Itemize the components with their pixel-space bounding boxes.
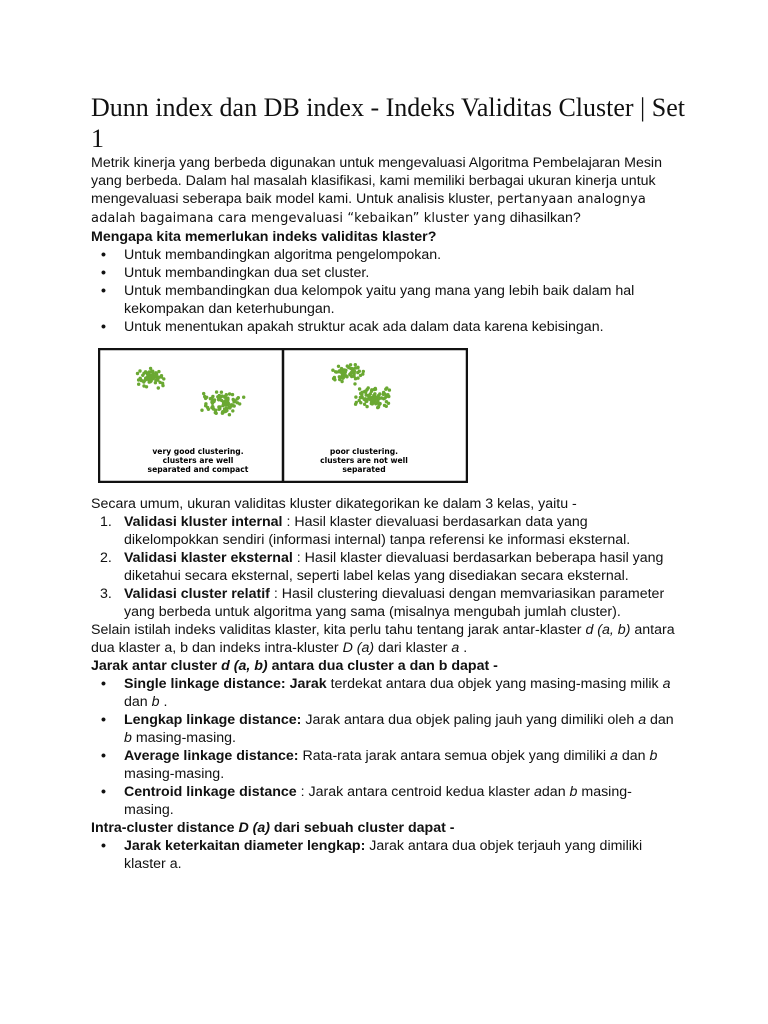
text-run: .: [459, 640, 468, 656]
scatter-dot: [207, 408, 210, 411]
scatter-dot: [200, 409, 203, 412]
scatter-dot: [375, 396, 378, 399]
scatter-dot: [203, 395, 206, 398]
scatter-dot: [344, 374, 347, 377]
list-item: [91, 711, 681, 747]
scatter-dot: [356, 376, 359, 379]
scatter-dot: [154, 375, 157, 378]
item-term: Average linkage distance:: [124, 748, 299, 764]
text-run: : Jarak antara centroid kedua klaster: [296, 784, 535, 800]
list-item: [91, 675, 681, 711]
intra-heading: [91, 819, 681, 837]
text-run: dari sebuah cluster dapat -: [269, 820, 455, 836]
text-run: terdekat antara dua objek yang masing-masing milik: [326, 676, 663, 692]
text-run: Jarak antar cluster: [91, 658, 222, 674]
italic-run: b: [124, 730, 132, 746]
scatter-dot: [372, 397, 375, 400]
intra-list: [91, 837, 681, 873]
intro-text-spaced: pertanyaan analognya adalah bagaimana cara mengevaluasi “kebaikan” kluster yang: [91, 192, 646, 226]
scatter-dot: [202, 392, 205, 395]
scatter-dot: [370, 390, 373, 393]
scatter-dot: [376, 399, 379, 402]
scatter-dot: [382, 397, 385, 400]
scatter-dot: [378, 392, 381, 395]
class-desc: : Hasil clustering dievaluasi dengan memvariasikan parameter yang berbeda untuk algoritma yang sama (misalnya mengubah jumlah cluster).: [124, 586, 665, 620]
scatter-dot: [360, 392, 363, 395]
scatter-dot: [217, 405, 220, 408]
italic-run: a: [451, 640, 460, 656]
italic-run: a: [610, 748, 618, 764]
scatter-dot: [340, 367, 343, 370]
scatter-dot: [209, 397, 212, 400]
why-heading: Mengapa kita memerlukan indeks validitas klaster?: [91, 229, 437, 245]
scatter-dot: [374, 402, 377, 405]
clustering-illustration: [98, 348, 468, 483]
scatter-dot: [136, 372, 139, 375]
scatter-dot: [358, 370, 361, 373]
text-run: Intra-cluster distance: [91, 820, 239, 836]
intro-text-end: dihasilkan?: [509, 210, 581, 226]
scatter-dot: [351, 367, 354, 370]
scatter-dot: [154, 381, 157, 384]
item-term: Centroid linkage distance: [124, 784, 297, 800]
scatter-dot: [157, 386, 160, 389]
text-run: dan: [124, 694, 152, 710]
italic-run: d (a, b): [585, 622, 631, 638]
scatter-dot: [157, 370, 160, 373]
scatter-dot: [148, 377, 151, 380]
italic-run: b: [151, 694, 160, 710]
italic-run: a: [534, 784, 542, 800]
italic-run: a: [662, 676, 671, 692]
list-item: [91, 783, 681, 819]
scatter-dot: [374, 387, 377, 390]
scatter-dot: [382, 391, 385, 394]
scatter-dot: [354, 395, 357, 398]
scatter-dot: [354, 366, 357, 369]
scatter-dot: [139, 377, 142, 380]
list-item: [91, 585, 681, 621]
class-term: Validasi cluster relatif: [124, 586, 270, 602]
list-item: [91, 747, 681, 783]
scatter-dot: [220, 391, 223, 394]
inter-heading: [91, 657, 681, 675]
list-item: • Untuk membandingkan algoritma pengelompokan.: [91, 246, 681, 264]
distance-intro: [91, 621, 681, 657]
text-run: antara dua cluster a dan b dapat -: [267, 658, 498, 674]
scatter-dot: [358, 387, 361, 390]
scatter-dot: [335, 370, 338, 373]
scatter-dot: [223, 403, 226, 406]
scatter-dot: [141, 374, 144, 377]
item-term: Single linkage distance: Jarak: [124, 676, 327, 692]
scatter-dot: [388, 388, 391, 391]
italic-run: D (a): [238, 820, 270, 836]
scatter-dot: [217, 398, 220, 401]
scatter-dot: [211, 405, 214, 408]
scatter-dot: [228, 413, 231, 416]
scatter-dot: [223, 407, 226, 410]
text-run: dan: [617, 748, 650, 764]
left-caption-line: separated and compact: [147, 465, 249, 474]
text-run: dari klaster: [374, 640, 452, 656]
scatter-dot: [160, 374, 163, 377]
text-run: Jarak antara dua objek terjauh yang dimiliki klaster a.: [124, 838, 643, 872]
scatter-dot: [363, 403, 366, 406]
class-term: Validasi kluster internal: [124, 514, 283, 530]
scatter-dot: [359, 401, 362, 404]
right-caption-line: separated: [342, 465, 386, 474]
italic-run: b: [569, 784, 578, 800]
class-desc: : Hasil klaster dievaluasi berdasarkan data yang dikelompokkan sendiri (informasi internal) tanpa referensi ke informasi eksternal.: [124, 514, 631, 548]
class-desc: : Hasil klaster dievaluasi berdasarkan beberapa hasil yang diketahui secara eksternal, seperti label kelas yang disediakan secara eksternal.: [124, 550, 664, 584]
left-caption-line: clusters are well: [162, 456, 234, 465]
scatter-dot: [231, 409, 234, 412]
scatter-dot: [237, 396, 240, 399]
text-run: Selain istilah indeks validitas klaster, kita perlu tahu tentang jarak antar-klaster: [91, 622, 586, 638]
item-term: Lengkap linkage distance:: [124, 712, 302, 728]
scatter-dot: [204, 404, 207, 407]
scatter-dot: [332, 377, 335, 380]
scatter-dot: [211, 399, 214, 402]
text-run: masing-masing.: [124, 766, 225, 782]
classes-intro: Secara umum, ukuran validitas kluster dikategorikan ke dalam 3 kelas, yaitu -: [91, 496, 577, 512]
scatter-dot: [137, 383, 140, 386]
text-run: .: [159, 694, 168, 710]
scatter-dot: [144, 370, 147, 373]
text-run: Rata-rata jarak antara semua objek yang dimiliki: [298, 748, 611, 764]
list-item: [91, 549, 681, 585]
scatter-dot: [228, 392, 231, 395]
scatter-dot: [231, 393, 234, 396]
list-number: 3.: [100, 586, 112, 602]
scatter-dot: [385, 400, 388, 403]
text-run: masing-masing.: [131, 730, 236, 746]
scatter-dot: [215, 412, 218, 415]
scatter-dot: [365, 405, 368, 408]
scatter-dot: [221, 412, 224, 415]
scatter-dot: [383, 404, 386, 407]
scatter-dot: [355, 401, 358, 404]
text-run: dan: [646, 712, 674, 728]
why-list: [91, 246, 681, 336]
scatter-dot: [373, 393, 376, 396]
page-title: Dunn index dan DB index - Indeks Validitas Cluster | Set 1: [91, 93, 685, 153]
scatter-dot: [339, 371, 342, 374]
scatter-dot: [349, 373, 352, 376]
scatter-dot: [370, 402, 373, 405]
scatter-dot: [343, 370, 346, 373]
class-term: Validasi klaster eksternal: [124, 550, 293, 566]
italic-run: D (a): [342, 640, 375, 656]
scatter-dot: [365, 400, 368, 403]
scatter-dot: [367, 397, 370, 400]
document-body: [91, 154, 681, 873]
list-number: 1.: [100, 514, 112, 530]
scatter-dot: [364, 391, 367, 394]
intro-text: Metrik kinerja yang berbeda digunakan untuk mengevaluasi Algoritma Pembelajaran Mesin yang berbeda. Dalam hal masalah klasifikasi, kami memiliki berbagai ukuran kinerja untuk mengevaluasi seberapa baik model kami. Untuk analisis kluster,: [91, 155, 662, 207]
clustering-figure: [98, 348, 468, 483]
scatter-dot: [223, 396, 226, 399]
scatter-dot: [353, 382, 356, 385]
scatter-dot: [353, 372, 356, 375]
scatter-dot: [338, 378, 341, 381]
scatter-dot: [354, 363, 357, 366]
right-caption-line: poor clustering.: [329, 447, 399, 456]
scatter-dot: [138, 369, 141, 372]
scatter-dot: [361, 396, 364, 399]
right-caption-line: clusters are not well: [320, 456, 408, 465]
italic-run: d (a, b): [221, 658, 268, 674]
text-run: Jarak antara dua objek paling jauh yang dimiliki oleh: [301, 712, 639, 728]
scatter-dot: [148, 370, 151, 373]
italic-run: a: [638, 712, 647, 728]
list-item: • Untuk membandingkan dua set cluster.: [91, 264, 681, 282]
italic-run: b: [649, 748, 658, 764]
text-run: dan: [541, 784, 570, 800]
scatter-dot: [242, 396, 245, 399]
scatter-dot: [359, 374, 362, 377]
list-item: [91, 513, 681, 549]
scatter-dot: [225, 399, 228, 402]
intro-paragraph: [91, 154, 681, 228]
scatter-dot: [156, 379, 159, 382]
scatter-dot: [337, 365, 340, 368]
text-run: antara dua klaster a, b dan indeks intra-kluster: [91, 622, 675, 656]
scatter-dot: [215, 390, 218, 393]
scatter-dot: [377, 405, 380, 408]
scatter-dot: [161, 382, 164, 385]
left-caption-line: very good clustering.: [152, 447, 244, 456]
scatter-dot: [231, 403, 234, 406]
scatter-dot: [150, 373, 153, 376]
inter-list: [91, 675, 681, 819]
list-item: • Untuk membandingkan dua kelompok yaitu yang mana yang lebih baik dalam hal kekompakan dan keterhubungan.: [91, 282, 681, 318]
classes-list: [91, 513, 681, 621]
list-number: 2.: [100, 550, 112, 566]
text-run: masing-masing.: [124, 784, 632, 818]
list-item: [91, 837, 681, 873]
item-term: Jarak keterkaitan diameter lengkap:: [124, 838, 366, 854]
scatter-dot: [145, 385, 148, 388]
scatter-dot: [142, 380, 145, 383]
list-item: • Untuk menentukan apakah struktur acak ada dalam data karena kebisingan.: [91, 318, 681, 336]
scatter-dot: [236, 401, 239, 404]
scatter-dot: [214, 409, 217, 412]
